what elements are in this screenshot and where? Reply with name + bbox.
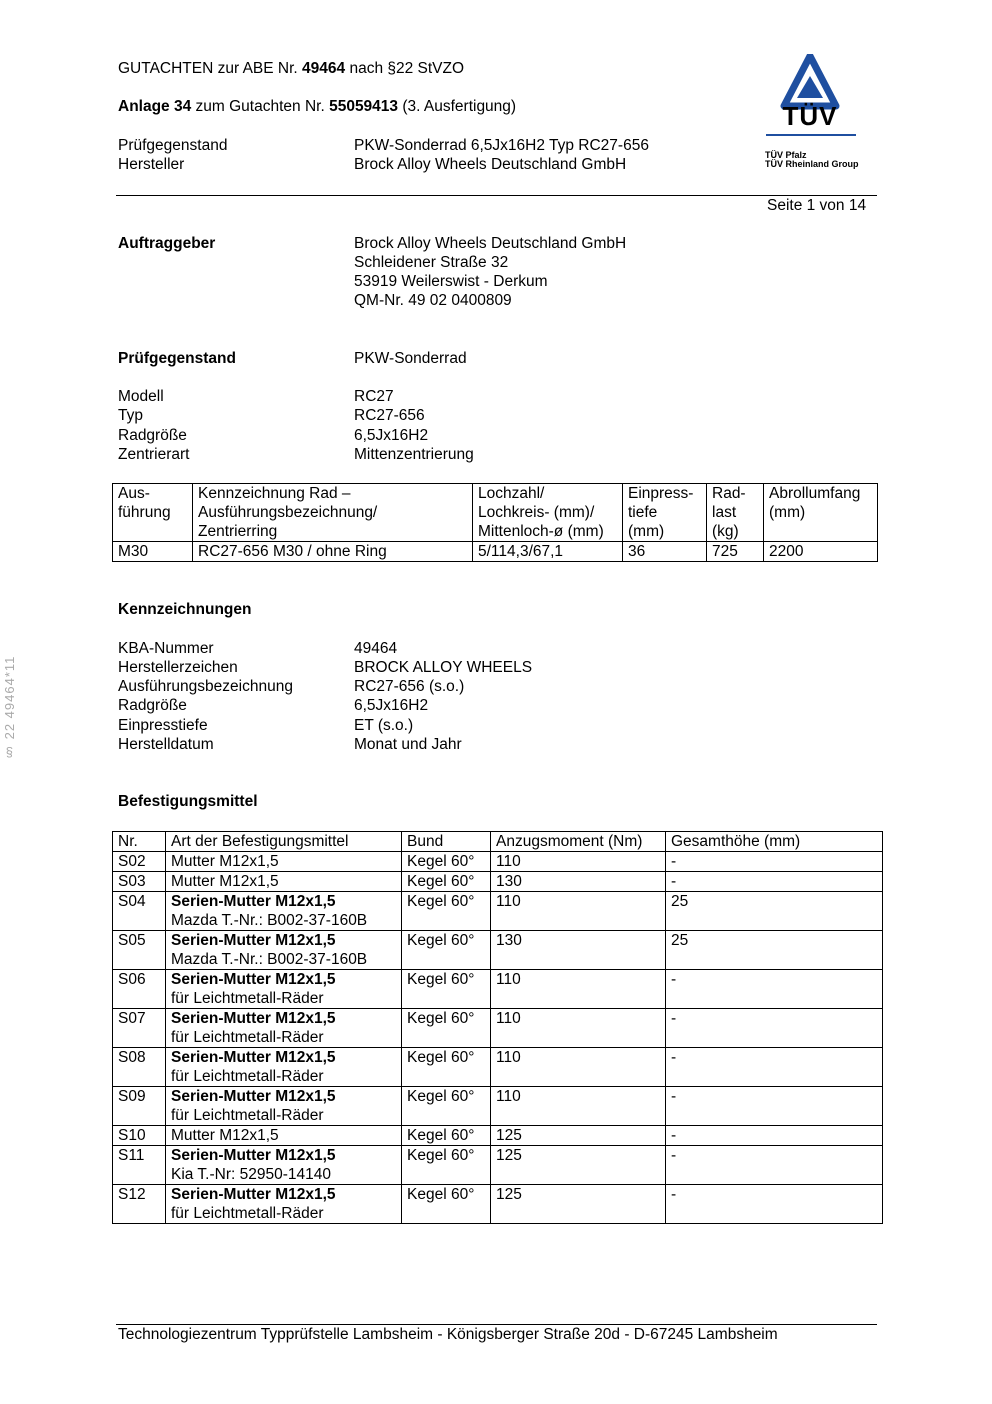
bund-cell: Kegel 60° [402, 1126, 491, 1146]
befestigung-header-cell: Anzugsmoment (Nm) [491, 832, 666, 852]
header-pruef-value: PKW-Sonderrad 6,5Jx16H2 Typ RC27-656 [354, 137, 649, 154]
kennz-key: Ausführungsbezeichnung [118, 678, 293, 695]
art-cell [166, 970, 402, 1009]
hoehe-cell: 25 [666, 931, 883, 970]
art-detail: Kia T.-Nr: 52950-14140 [171, 1166, 331, 1183]
art-detail: für Leichtmetall-Räder [171, 1068, 324, 1085]
art-main: Mutter M12x1,5 [171, 1127, 279, 1144]
nr-cell: S11 [113, 1146, 166, 1185]
bund-cell: Kegel 60° [402, 1009, 491, 1048]
moment-cell: 125 [491, 1185, 666, 1224]
spec-key: Zentrierart [118, 446, 190, 463]
art-detail: Mazda T.-Nr.: B002-37-160B [171, 951, 368, 968]
side-reference-text: § 22 49464*11 [2, 655, 17, 760]
nr-cell: S10 [113, 1126, 166, 1146]
bund-cell: Kegel 60° [402, 1146, 491, 1185]
bund-cell: Kegel 60° [402, 931, 491, 970]
wheel-table-row [113, 542, 878, 562]
tuev-logo-text: TÜV [782, 101, 838, 131]
page-number: Seite 1 von 14 [767, 197, 867, 214]
art-cell [166, 892, 402, 931]
befestigung-row [113, 1185, 883, 1224]
art-main: Serien-Mutter M12x1,5 [171, 893, 336, 910]
wheel-header-cell: Aus- führung [113, 484, 193, 542]
wheel-header-cell: Einpress- tiefe (mm) [623, 484, 707, 542]
nr-cell: S06 [113, 970, 166, 1009]
bund-cell: Kegel 60° [402, 970, 491, 1009]
art-cell [166, 872, 402, 892]
bund-cell: Kegel 60° [402, 1087, 491, 1126]
hoehe-cell: 25 [666, 892, 883, 931]
art-main: Serien-Mutter M12x1,5 [171, 932, 336, 949]
befestigung-row [113, 1009, 883, 1048]
befestigung-header-cell: Bund [402, 832, 491, 852]
tuev-logo-rule [766, 134, 856, 136]
kennz-value: RC27-656 (s.o.) [354, 678, 465, 695]
wheel-header-cell: Abrollumfang (mm) [764, 484, 878, 542]
moment-cell: 110 [491, 852, 666, 872]
art-cell [166, 1126, 402, 1146]
befestigung-header-cell: Nr. [113, 832, 166, 852]
header-pruef-label: Prüfgegenstand [118, 137, 228, 154]
nr-cell: S08 [113, 1048, 166, 1087]
art-detail: für Leichtmetall-Räder [171, 990, 324, 1007]
befestigung-header-cell: Art der Befestigungsmittel [166, 832, 402, 852]
spec-value: RC27-656 [354, 407, 425, 424]
art-main: Mutter M12x1,5 [171, 873, 279, 890]
spec-key: Modell [118, 388, 164, 405]
art-cell [166, 1146, 402, 1185]
wheel-header-cell: Kennzeichnung Rad – Ausführungsbezeichnung/ Zentrierring [193, 484, 473, 542]
befestigung-row [113, 872, 883, 892]
moment-cell: 110 [491, 892, 666, 931]
befestigung-title: Befestigungsmittel [118, 793, 258, 810]
art-main: Serien-Mutter M12x1,5 [171, 1186, 336, 1203]
footer-address: Technologiezentrum Typprüfstelle Lambsheim - Königsberger Straße 20d - D-67245 Lambsheim [118, 1326, 778, 1343]
moment-cell: 110 [491, 1087, 666, 1126]
hoehe-cell: - [666, 1048, 883, 1087]
befestigung-row [113, 970, 883, 1009]
header-herst-label: Hersteller [118, 156, 185, 173]
pruefgegenstand-label: Prüfgegenstand [118, 350, 236, 367]
moment-cell: 110 [491, 1048, 666, 1087]
auftraggeber-line: QM-Nr. 49 02 0400809 [354, 292, 512, 309]
art-cell [166, 931, 402, 970]
bund-cell: Kegel 60° [402, 852, 491, 872]
hoehe-cell: - [666, 872, 883, 892]
kennz-value: BROCK ALLOY WHEELS [354, 659, 533, 676]
kennz-key: Herstelldatum [118, 736, 214, 753]
nr-cell: S02 [113, 852, 166, 872]
tuev-logo-sub2: TÜV Rheinland Group [765, 159, 859, 169]
wheel-cell: RC27-656 M30 / ohne Ring [193, 542, 473, 562]
hoehe-cell: - [666, 970, 883, 1009]
moment-cell: 125 [491, 1126, 666, 1146]
nr-cell: S04 [113, 892, 166, 931]
art-main: Serien-Mutter M12x1,5 [171, 1049, 336, 1066]
art-cell [166, 1087, 402, 1126]
befestigung-row [113, 1048, 883, 1087]
pruefgegenstand-value: PKW-Sonderrad [354, 350, 467, 367]
spec-value: 6,5Jx16H2 [354, 427, 429, 444]
kennz-key: Radgröße [118, 697, 187, 714]
hoehe-cell: - [666, 1185, 883, 1224]
kennz-value: Monat und Jahr [354, 736, 462, 753]
wheel-cell: 36 [623, 542, 707, 562]
befestigung-table [112, 831, 883, 1224]
kennz-value: ET (s.o.) [354, 717, 414, 734]
bund-cell: Kegel 60° [402, 1048, 491, 1087]
wheel-table [112, 483, 878, 562]
moment-cell: 110 [491, 970, 666, 1009]
auftraggeber-label: Auftraggeber [118, 235, 216, 252]
kennzeichnungen-title: Kennzeichnungen [118, 601, 252, 618]
art-main: Serien-Mutter M12x1,5 [171, 1088, 336, 1105]
moment-cell: 130 [491, 872, 666, 892]
befestigung-row [113, 931, 883, 970]
wheel-header-cell: Lochzahl/ Lochkreis- (mm)/ Mittenloch-ø (mm) [473, 484, 623, 542]
tuev-logo [760, 54, 860, 174]
befestigung-header-cell: Gesamthöhe (mm) [666, 832, 883, 852]
hoehe-cell: - [666, 1009, 883, 1048]
bund-cell: Kegel 60° [402, 872, 491, 892]
art-cell [166, 1009, 402, 1048]
befestigung-row [113, 892, 883, 931]
auftraggeber-line: Brock Alloy Wheels Deutschland GmbH [354, 235, 627, 252]
nr-cell: S05 [113, 931, 166, 970]
art-detail: Mazda T.-Nr.: B002-37-160B [171, 912, 368, 929]
hoehe-cell: - [666, 1146, 883, 1185]
kennz-value: 49464 [354, 640, 398, 657]
art-main: Serien-Mutter M12x1,5 [171, 971, 336, 988]
moment-cell: 110 [491, 1009, 666, 1048]
art-cell [166, 1185, 402, 1224]
art-detail: für Leichtmetall-Räder [171, 1205, 324, 1222]
wheel-cell: 725 [707, 542, 764, 562]
bund-cell: Kegel 60° [402, 1185, 491, 1224]
spec-value: Mittenzentrierung [354, 446, 474, 463]
art-cell [166, 852, 402, 872]
nr-cell: S07 [113, 1009, 166, 1048]
art-main: Serien-Mutter M12x1,5 [171, 1147, 336, 1164]
hoehe-cell: - [666, 852, 883, 872]
header-divider [116, 195, 877, 196]
hoehe-cell: - [666, 1126, 883, 1146]
spec-key: Radgröße [118, 427, 187, 444]
spec-value: RC27 [354, 388, 394, 405]
moment-cell: 125 [491, 1146, 666, 1185]
art-detail: für Leichtmetall-Räder [171, 1029, 324, 1046]
befestigung-row [113, 852, 883, 872]
nr-cell: S12 [113, 1185, 166, 1224]
art-detail: für Leichtmetall-Räder [171, 1107, 324, 1124]
kennz-key: Einpresstiefe [118, 717, 208, 734]
kennz-key: KBA-Nummer [118, 640, 214, 657]
header-line-anlage: Anlage 34 zum Gutachten Nr. 55059413 (3. Ausfertigung) [118, 98, 517, 115]
wheel-cell: 5/114,3/67,1 [473, 542, 623, 562]
wheel-table-header-row [113, 484, 878, 542]
nr-cell: S09 [113, 1087, 166, 1126]
header-line-abe: GUTACHTEN zur ABE Nr. 49464 nach §22 StVZO [118, 60, 465, 77]
befestigung-row [113, 1126, 883, 1146]
wheel-cell: 2200 [764, 542, 878, 562]
art-main: Mutter M12x1,5 [171, 853, 279, 870]
art-cell [166, 1048, 402, 1087]
tuev-logo-sub1: TÜV Pfalz [765, 150, 807, 160]
wheel-header-cell: Rad- last (kg) [707, 484, 764, 542]
wheel-cell: M30 [113, 542, 193, 562]
art-main: Serien-Mutter M12x1,5 [171, 1010, 336, 1027]
bund-cell: Kegel 60° [402, 892, 491, 931]
auftraggeber-line: 53919 Weilerswist - Derkum [354, 273, 548, 290]
hoehe-cell: - [666, 1087, 883, 1126]
nr-cell: S03 [113, 872, 166, 892]
kennz-key: Herstellerzeichen [118, 659, 238, 676]
moment-cell: 130 [491, 931, 666, 970]
befestigung-body [113, 852, 883, 1224]
header-herst-value: Brock Alloy Wheels Deutschland GmbH [354, 156, 627, 173]
auftraggeber-line: Schleidener Straße 32 [354, 254, 509, 271]
befestigung-row [113, 1087, 883, 1126]
spec-key: Typ [118, 407, 143, 424]
kennz-value: 6,5Jx16H2 [354, 697, 429, 714]
befestigung-row [113, 1146, 883, 1185]
befestigung-header-row [113, 832, 883, 852]
